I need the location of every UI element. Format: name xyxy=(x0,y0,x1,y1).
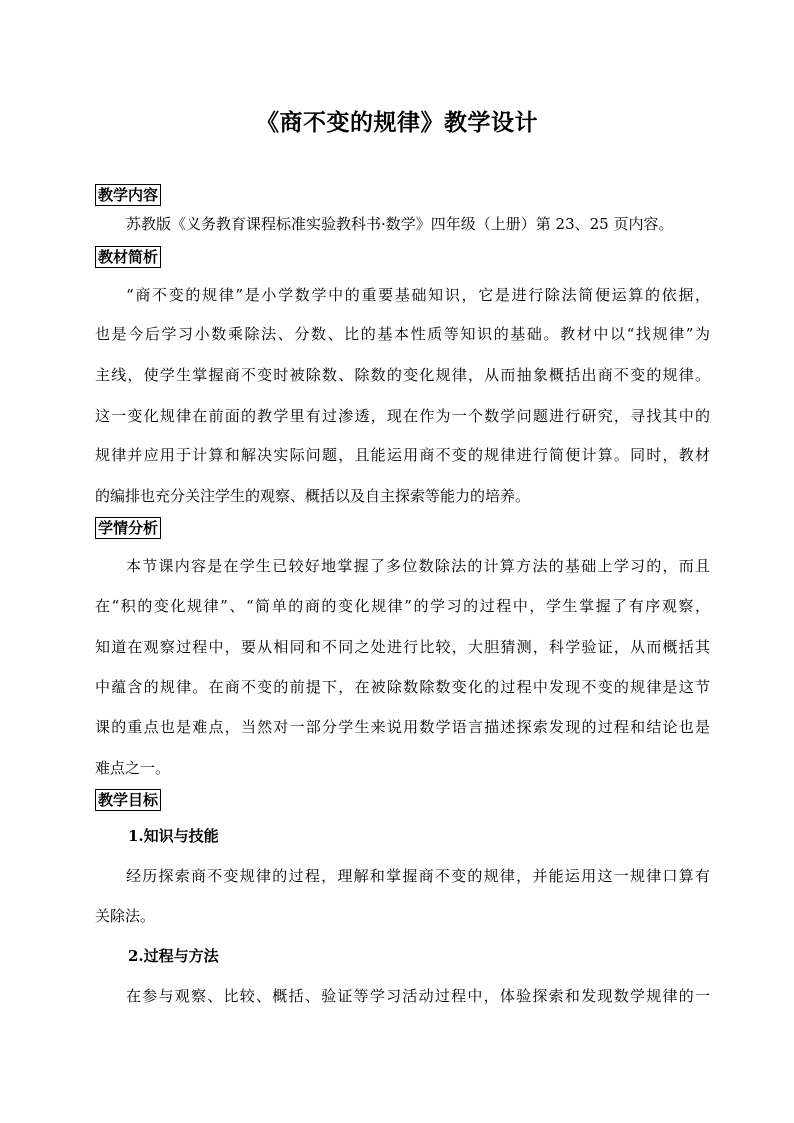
paragraph-line: 主线，使学生掌握商不变时被除数、除数的变化规律，从而抽象概括出商不变的规律。 xyxy=(95,366,710,384)
paragraph-line: 的编排也充分关注学生的观察、概括以及自主探索等能力的培养。 xyxy=(95,487,531,505)
section-label-content: 教学内容 xyxy=(95,184,161,206)
paragraph-line: 本节课内容是在学生已较好地掌握了多位数除法的计算方法的基础上学习的，而且 xyxy=(126,557,710,575)
paragraph-line: “商不变的规律”是小学数学中的重要基础知识，它是进行除法简便运算的依据， xyxy=(126,286,710,304)
paragraph-line: 这一变化规律在前面的教学里有过渗透，现在作为一个数学问题进行研究，寻找其中的 xyxy=(95,407,710,425)
section-label-material: 教材简析 xyxy=(95,246,161,268)
paragraph-line: 难点之一。 xyxy=(95,759,171,777)
paragraph-line: 知道在观察过程中，要从相同和不同之处进行比较，大胆猜测，科学验证，从而概括其 xyxy=(95,638,710,656)
paragraph-line: 中蕴含的规律。在商不变的前提下，在被除数除数变化的过程中发现不变的规律是这节 xyxy=(95,678,710,696)
paragraph-line: 在参与观察、比较、概括、验证等学习活动过程中，体验探索和发现数学规律的一 xyxy=(126,987,710,1005)
paragraph-line: 课的重点也是难点，当然对一部分学生来说用数学语言描述探索发现的过程和结论也是 xyxy=(95,718,710,736)
paragraph-line: 在“积的变化规律”、“简单的商的变化规律”的学习的过程中，学生掌握了有序观察， xyxy=(95,597,710,615)
document-title: 《商不变的规律》教学设计 xyxy=(256,109,538,136)
paragraph-line: 经历探索商不变规律的过程，理解和掌握商不变的规律，并能运用这一规律口算有 xyxy=(126,867,710,885)
paragraph-line: 规律并应用于计算和解决实际问题，且能运用商不变的规律进行简便计算。同时，教材 xyxy=(95,446,710,464)
subheading-knowledge: 1.知识与技能 xyxy=(128,827,219,845)
section-label-learners: 学情分析 xyxy=(95,517,161,539)
paragraph-line: 也是今后学习小数乘除法、分数、比的基本性质等知识的基础。教材中以“找规律”为 xyxy=(95,325,710,343)
section-label-goals: 教学目标 xyxy=(95,789,161,811)
subheading-process: 2.过程与方法 xyxy=(128,947,219,965)
paragraph-line: 关除法。 xyxy=(95,907,156,925)
paragraph-line: 苏教版《义务教育课程标准实验教科书·数学》四年级（上册）第 23、25 页内容。 xyxy=(126,215,674,233)
